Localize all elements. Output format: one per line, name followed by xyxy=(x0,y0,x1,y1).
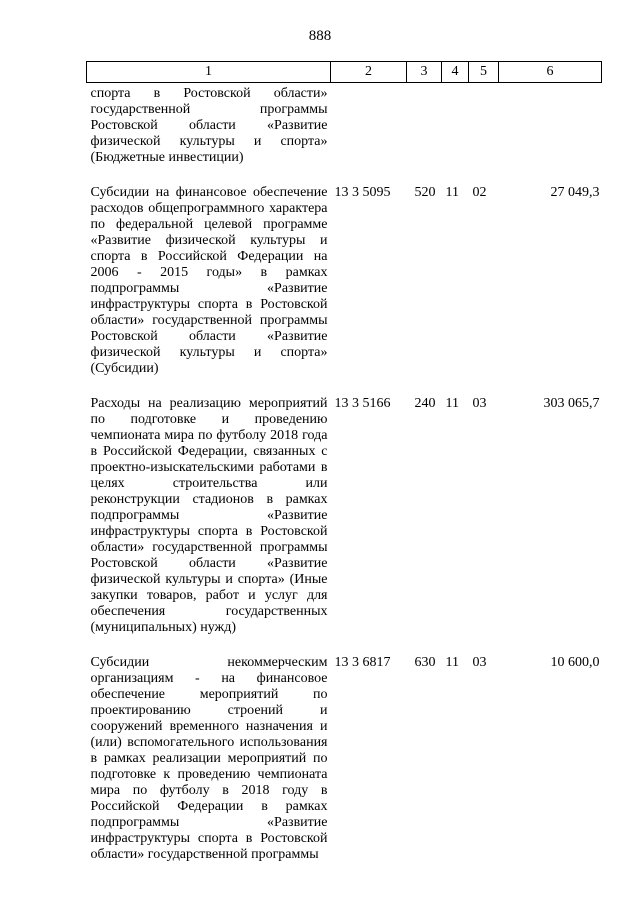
row-section: 11 xyxy=(445,396,459,411)
row-subsection: 02 xyxy=(472,185,487,200)
row-section xyxy=(442,83,469,186)
row-description: Расходы на реализацию мероприятий по подготовке и проведению чемпионата мира по футболу 2018 года в Российской Федерации, связанных с проектно-изыскательскими работами в целях строительства или реконструкции стадионов в рамках подпрограммы «Развитие инфраструктуры спорта в Ростовской области» государственной программы Ростовской области «Развитие физической культуры и спорта» (Иные закупки товаров, работ и услуг для обеспечения государственных (муниципальных) нужд) xyxy=(90,396,328,635)
header-row xyxy=(87,62,602,83)
row-target-code xyxy=(331,83,407,186)
header-col-5: 5 xyxy=(469,62,499,83)
row-section: 11 xyxy=(445,655,459,670)
row-section: 11 xyxy=(445,185,459,200)
row-amount: 10 600,0 xyxy=(550,655,600,670)
row-target-code: 13 3 5095 xyxy=(334,185,391,200)
row-expense-type xyxy=(407,83,442,186)
row-description: Субсидии некоммерческим организациям - на финансовое обеспечение мероприятий по проектированию строений и сооружений временного назначения и (или) вспомогательного использования в рамках реализации мероприятий по подготовке к проведению чемпионата мира по футболу в 2018 году в Российской Федерации в рамках подпрограммы «Развитие инфраструктуры спорта в Ростовской области» государственной программы xyxy=(90,655,328,862)
row-amount: 303 065,7 xyxy=(543,396,600,411)
table-row xyxy=(87,396,602,655)
table-row xyxy=(87,185,602,396)
table-header xyxy=(87,62,602,83)
row-target-code: 13 3 6817 xyxy=(334,655,391,670)
header-col-4: 4 xyxy=(442,62,469,83)
budget-table xyxy=(86,61,602,882)
page-number: 888 xyxy=(308,28,332,44)
row-subsection xyxy=(469,83,499,186)
table-body xyxy=(87,83,602,883)
header-col-1: 1 xyxy=(87,62,331,83)
row-amount xyxy=(499,83,602,186)
row-expense-type: 520 xyxy=(414,185,436,200)
header-col-2: 2 xyxy=(331,62,407,83)
row-description: спорта в Ростовской области» государственной программы Ростовской области «Развитие физической культуры и спорта» (Бюджетные инвестиции) xyxy=(90,86,328,165)
header-col-6: 6 xyxy=(499,62,602,83)
row-expense-type: 240 xyxy=(414,396,436,411)
row-subsection: 03 xyxy=(472,655,487,670)
table-row xyxy=(87,83,602,186)
row-description: Субсидии на финансовое обеспечение расходов общепрограммного характера по федеральной целевой программе «Развитие физической культуры и спорта в Российской Федерации на 2006 - 2015 годы» в рамках подпрограммы «Развитие инфраструктуры спорта в Ростовской области» государственной программы Ростовской области «Развитие физической культуры и спорта» (Субсидии) xyxy=(90,185,328,376)
row-subsection: 03 xyxy=(472,396,487,411)
row-target-code: 13 3 5166 xyxy=(334,396,391,411)
table-row xyxy=(87,655,602,882)
row-amount: 27 049,3 xyxy=(550,185,600,200)
header-col-3: 3 xyxy=(407,62,442,83)
row-expense-type: 630 xyxy=(414,655,436,670)
